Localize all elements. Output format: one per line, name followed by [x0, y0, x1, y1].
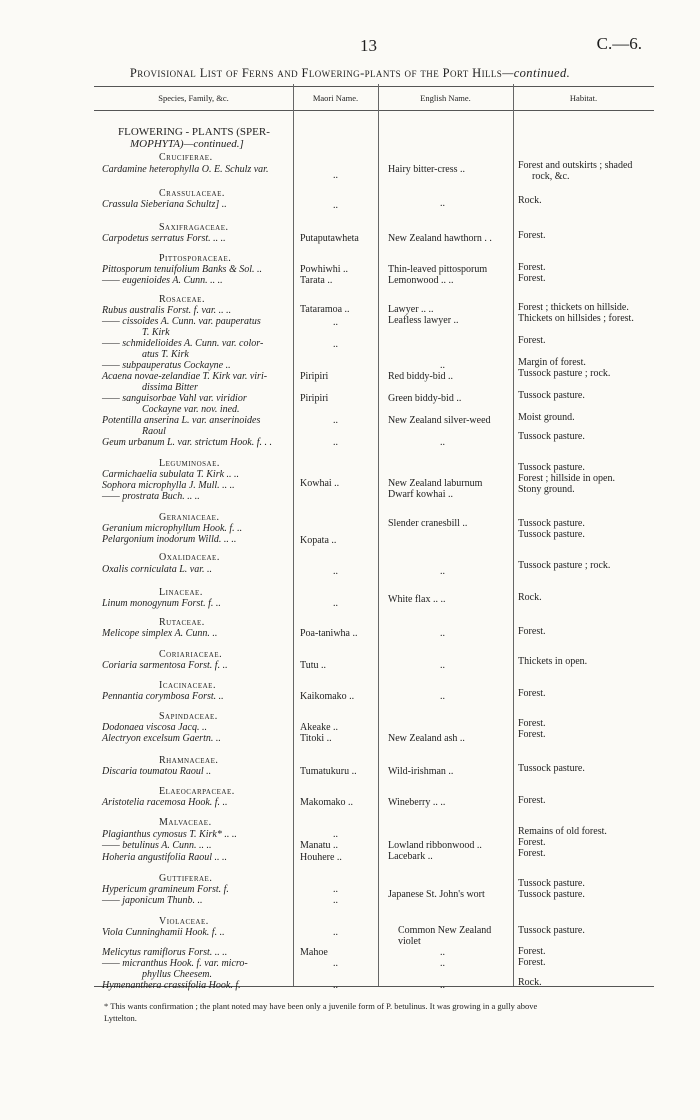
species-name: Pennantia corymbosa Forst. ..: [102, 691, 224, 702]
habitat-text: Thickets on hillsides ; forest.: [518, 313, 634, 324]
leader-dots: ..: [440, 198, 445, 209]
habitat-text: Forest.: [518, 335, 546, 346]
family-heading: Crassulaceae.: [159, 188, 225, 199]
habitat-text: Rock.: [518, 195, 542, 206]
habitat-text: Forest.: [518, 795, 546, 806]
species-name: Rubus australis Forst. f. var. .. ..: [102, 305, 232, 316]
species-name: —— japonicum Thunb. ..: [102, 895, 203, 906]
species-name: Pittosporum tenuifolium Banks & Sol. ..: [102, 264, 262, 275]
family-heading: Sapindaceae.: [159, 711, 218, 722]
species-name: —— sanguisorbae Vahl var. viridior: [102, 393, 247, 404]
leader-dots: ..: [333, 958, 338, 969]
maori-name: Piripiri: [300, 393, 329, 404]
maori-name: Tutu ..: [300, 660, 327, 671]
habitat-text: Tussock pasture.: [518, 889, 585, 900]
species-name: —— betulinus A. Cunn. .. ..: [102, 840, 212, 851]
maori-name: Kopata ..: [300, 535, 337, 546]
leader-dots: ..: [333, 339, 338, 350]
english-name: Hairy bitter-cress ..: [388, 164, 465, 175]
english-name: Thin-leaved pittosporum: [388, 264, 488, 275]
maori-name: Mahoe: [300, 947, 328, 958]
maori-name: Tataramoa ..: [300, 304, 350, 315]
species-name: Cockayne var. nov. ined.: [142, 404, 240, 415]
family-heading: Rhamnaceae.: [159, 755, 219, 766]
english-name: Leafless lawyer ..: [388, 315, 459, 326]
family-heading: Violaceae.: [159, 916, 209, 927]
family-heading: Leguminosae.: [159, 458, 220, 469]
habitat-text: Tussock pasture.: [518, 431, 585, 442]
section-heading: FLOWERING - PLANTS (SPER-: [118, 126, 270, 138]
leader-dots: ..: [440, 947, 445, 958]
family-heading: Elaeocarpaceae.: [159, 786, 235, 797]
habitat-text: Forest.: [518, 262, 546, 273]
species-name: —— eugenioides A. Cunn. .. ..: [102, 275, 223, 286]
family-heading: Pittosporaceae.: [159, 253, 232, 264]
family-heading: Coriariaceae.: [159, 649, 223, 660]
leader-dots: ..: [333, 598, 338, 609]
species-name: Discaria toumatou Raoul ..: [102, 766, 212, 777]
footnote-line: Lyttelton.: [104, 1013, 137, 1023]
leader-dots: ..: [440, 628, 445, 639]
maori-name: Titoki ..: [300, 733, 332, 744]
leader-dots: ..: [333, 884, 338, 895]
habitat-text: Forest.: [518, 848, 546, 859]
habitat-text: Tussock pasture.: [518, 462, 585, 473]
leader-dots: ..: [333, 566, 338, 577]
maori-name: Tarata ..: [300, 275, 333, 286]
habitat-text: Tussock pasture.: [518, 925, 585, 936]
species-name: Potentilla anserina L. var. anserinoides: [102, 415, 261, 426]
habitat-text: Stony ground.: [518, 484, 575, 495]
family-heading: Icacinaceae.: [159, 680, 216, 691]
maori-name: Tumatukuru ..: [300, 766, 357, 777]
species-name: —— subpauperatus Cockayne ..: [102, 360, 231, 371]
leader-dots: ..: [440, 958, 445, 969]
leader-dots: ..: [440, 566, 445, 577]
english-name: New Zealand silver-weed: [388, 415, 491, 426]
maori-name: Kaikomako ..: [300, 691, 355, 702]
leader-dots: ..: [333, 200, 338, 211]
series-code: C.—6.: [596, 34, 642, 53]
english-name: Lowland ribbonwood ..: [388, 840, 482, 851]
leader-dots: ..: [333, 415, 338, 426]
habitat-text: Tussock pasture ; rock.: [518, 560, 611, 571]
habitat-text: Rock.: [518, 977, 542, 988]
species-name: Dodonaea viscosa Jacq. ..: [102, 722, 207, 733]
family-heading: Guttiferae.: [159, 873, 213, 884]
species-name: Carmichaelia subulata T. Kirk .. ..: [102, 469, 240, 480]
species-name: dissima Bitter: [142, 382, 198, 393]
habitat-text: Forest and outskirts ; shaded: [518, 160, 633, 171]
english-name: Wild-irishman ..: [388, 766, 454, 777]
species-name: Oxalis corniculata L. var. ..: [102, 564, 212, 575]
english-name: White flax .. ..: [388, 594, 446, 605]
family-heading: Rutaceae.: [159, 617, 205, 628]
habitat-text: Forest.: [518, 626, 546, 637]
habitat-text: Tussock pasture ; rock.: [518, 368, 611, 379]
family-heading: Rosaceae.: [159, 294, 205, 305]
leader-dots: ..: [440, 691, 445, 702]
species-name: Sophora microphylla J. Mull. .. ..: [102, 480, 235, 491]
habitat-text: Forest.: [518, 946, 546, 957]
species-name: T. Kirk: [142, 327, 170, 338]
habitat-text: Remains of old forest.: [518, 826, 607, 837]
habitat-text: rock, &c.: [532, 171, 570, 182]
english-name: New Zealand laburnum: [388, 478, 483, 489]
leader-dots: ..: [333, 927, 338, 938]
species-name: Geum urbanum L. var. strictum Hook. f. . .: [102, 437, 272, 448]
species-name: Hoheria angustifolia Raoul .. ..: [102, 852, 227, 863]
species-name: Raoul: [142, 426, 166, 437]
habitat-text: Forest.: [518, 273, 546, 284]
english-name: New Zealand hawthorn . .: [388, 233, 492, 244]
column-header-species: Species, Family, &c.: [158, 93, 229, 103]
species-name: —— micranthus Hook. f. var. micro-: [102, 958, 248, 969]
leader-dots: ..: [333, 317, 338, 328]
species-name: Crassula Sieberiana Schultz] ..: [102, 199, 227, 210]
species-name: —— cissoides A. Cunn. var. pauperatus: [102, 316, 261, 327]
family-heading: Saxifragaceae.: [159, 222, 229, 233]
species-name: Geranium microphyllum Hook. f. ..: [102, 523, 243, 534]
habitat-text: Tussock pasture.: [518, 529, 585, 540]
species-name: Coriaria sarmentosa Forst. f. ..: [102, 660, 228, 671]
english-name: Japanese St. John's wort: [388, 889, 485, 900]
maori-name: Piripiri: [300, 371, 329, 382]
species-name: Viola Cunninghamii Hook. f. ..: [102, 927, 225, 938]
english-name: Lawyer .. ..: [388, 304, 434, 315]
habitat-text: Forest.: [518, 230, 546, 241]
species-name: Pelargonium inodorum Willd. .. ..: [102, 534, 237, 545]
habitat-text: Forest.: [518, 729, 546, 740]
family-heading: Geraniaceae.: [159, 512, 220, 523]
column-header-english: English Name.: [420, 93, 471, 103]
species-name: atus T. Kirk: [142, 349, 189, 360]
english-name: Green biddy-bid ..: [388, 393, 462, 404]
list-title-text: Provisional List of Ferns and Flowering-plants of the Port Hills: [129, 66, 503, 80]
habitat-text: Moist ground.: [518, 412, 575, 423]
english-name: Slender cranesbill ..: [388, 518, 468, 529]
english-name: Lemonwood .. ..: [388, 275, 454, 286]
species-name: Acaena novae-zelandiae T. Kirk var. viri-: [102, 371, 268, 382]
habitat-text: Tussock pasture.: [518, 878, 585, 889]
maori-name: Putaputawheta: [300, 233, 359, 244]
species-name: —— prostrata Buch. .. ..: [102, 491, 200, 502]
footnote-line: * This wants confirmation ; the plant noted may have been only a juvenile form of P. betulinus. It was growing in a gully above: [104, 1001, 538, 1011]
species-name: Melicope simplex A. Cunn. ..: [102, 628, 218, 639]
leader-dots: ..: [440, 360, 445, 371]
footnote: [104, 1000, 664, 1024]
habitat-text: Forest.: [518, 837, 546, 848]
english-name: Common New Zealand: [398, 925, 492, 936]
family-heading: Malvaceae.: [159, 817, 212, 828]
habitat-text: Forest.: [518, 718, 546, 729]
leader-dots: ..: [333, 980, 338, 991]
maori-name: Manatu ..: [300, 840, 339, 851]
habitat-text: Tussock pasture.: [518, 390, 585, 401]
species-name: phyllus Cheesem.: [142, 969, 212, 980]
maori-name: Makomako ..: [300, 797, 354, 808]
english-name: Lacebark ..: [388, 851, 433, 862]
species-name: Alectryon excelsum Gaertn. ..: [102, 733, 221, 744]
species-name: Hypericum gramineum Forst. f.: [102, 884, 229, 895]
habitat-text: Tussock pasture.: [518, 518, 585, 529]
habitat-text: Thickets in open.: [518, 656, 588, 667]
habitat-text: Rock.: [518, 592, 542, 603]
habitat-text: Forest.: [518, 688, 546, 699]
species-name: —— schmidelioides A. Cunn. var. color-: [102, 338, 264, 349]
habitat-text: Forest ; thickets on hillside.: [518, 302, 629, 313]
column-header-maori: Maori Name.: [312, 93, 359, 103]
leader-dots: ..: [333, 895, 338, 906]
family-heading: Cruciferae.: [159, 152, 213, 163]
english-name: New Zealand ash ..: [388, 733, 465, 744]
habitat-text: Forest.: [518, 957, 546, 968]
leader-dots: ..: [333, 437, 338, 448]
habitat-text: Tussock pasture.: [518, 763, 585, 774]
leader-dots: ..: [440, 980, 445, 991]
family-heading: Linaceae.: [159, 587, 203, 598]
english-name: Dwarf kowhai ..: [388, 489, 453, 500]
species-name: Hymenanthera crassifolia Hook. f.: [102, 980, 241, 991]
column-header-habitat: Habitat.: [569, 93, 598, 103]
leader-dots: ..: [333, 829, 338, 840]
english-name: violet: [398, 936, 421, 947]
maori-name: Kowhai ..: [300, 478, 340, 489]
species-name: Carpodetus serratus Forst. .. ..: [102, 233, 226, 244]
list-title-suffix: —continued.: [502, 66, 571, 80]
maori-name: Poa-taniwha ..: [300, 628, 358, 639]
maori-name: Houhere ..: [300, 852, 342, 863]
english-name: Red biddy-bid ..: [388, 371, 453, 382]
english-name: Wineberry .. ..: [388, 797, 446, 808]
species-name: Linum monogynum Forst. f. ..: [102, 598, 221, 609]
species-name: Melicytus ramiflorus Forst. .. ..: [102, 947, 228, 958]
leader-dots: ..: [440, 437, 445, 448]
section-heading-continued: MOPHYTA)—continued.]: [130, 138, 244, 150]
leader-dots: ..: [333, 170, 338, 181]
leader-dots: ..: [440, 660, 445, 671]
family-heading: Oxalidaceae.: [159, 552, 220, 563]
species-name: Aristotelia racemosa Hook. f. ..: [102, 797, 228, 808]
habitat-text: Margin of forest.: [518, 357, 586, 368]
maori-name: Akeake ..: [300, 722, 339, 733]
species-name: Cardamine heterophylla O. E. Schulz var.: [102, 164, 269, 175]
maori-name: Powhiwhi ..: [300, 264, 349, 275]
habitat-text: Forest ; hillside in open.: [518, 473, 615, 484]
page-number: 13: [360, 36, 377, 55]
species-name: Plagianthus cymosus T. Kirk* .. ..: [102, 829, 237, 840]
